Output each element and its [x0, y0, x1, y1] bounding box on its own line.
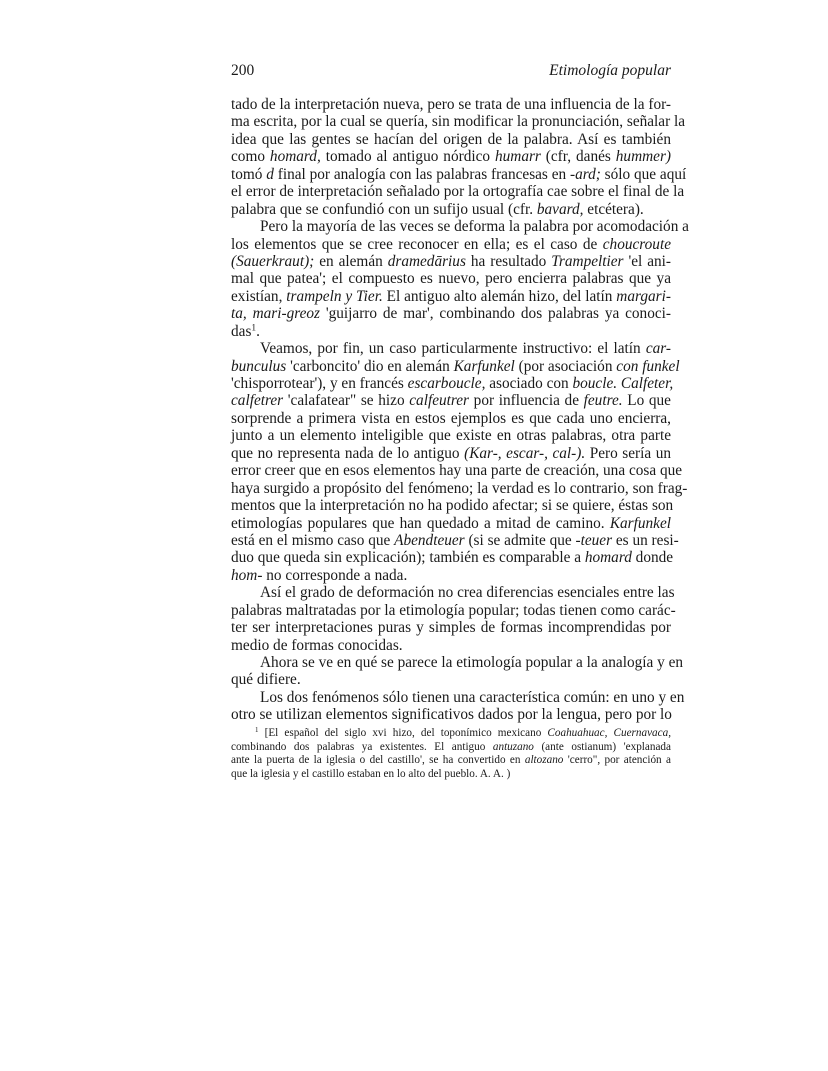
text-run: Lo que — [622, 392, 671, 410]
italic-text: escarboucle, — [407, 375, 486, 392]
text-line — [231, 637, 671, 654]
italic-text: calfetrer — [231, 392, 284, 410]
italic-text: altozano — [524, 754, 564, 767]
text-run: (cfr, danés — [540, 148, 616, 166]
text-run: etimologías populares que han quedado a mitad de camino. — [231, 514, 610, 532]
text-run: tado de la interpretación nueva, pero se trata de una influencia de la for- — [231, 96, 671, 113]
text-line — [231, 183, 685, 201]
running-header — [231, 62, 671, 82]
text-run: (ante ostianum) 'explanada — [533, 740, 671, 753]
text-line — [231, 754, 671, 768]
text-line — [231, 113, 686, 131]
text-run: ma escrita, por la cual se quería, sin modificar la pronunciación, señalar la — [231, 113, 686, 131]
text-run: está en el mismo caso que — [231, 531, 395, 549]
text-line — [231, 531, 679, 549]
text-run: mal que patea'; el compuesto es nuevo, pero encierra palabras que ya — [231, 270, 671, 288]
text-run: tomado al antiguo nórdico — [320, 148, 495, 166]
text-line — [231, 462, 683, 480]
italic-text: trampeln y Tier. — [286, 287, 383, 305]
text-line — [231, 131, 671, 148]
text-line — [231, 706, 671, 723]
text-run: idea que las gentes se hacían del origen de la palabra. Así es también — [231, 130, 671, 148]
italic-text: ta, mari-greoz — [231, 305, 320, 323]
text-line — [231, 392, 671, 409]
text-run: 'guijarro de mar', combinando dos palabras ya conoci- — [320, 305, 671, 323]
text-run: Ahora se ve en qué se parece la etimología popular a la analogía y en — [260, 654, 684, 671]
text-line — [231, 165, 687, 183]
text-line — [231, 688, 685, 706]
text-line — [231, 567, 671, 584]
text-run: que la iglesia y el castillo estaban en lo alto del pueblo. A. A. ) — [231, 767, 511, 780]
text-run: palabra que se confundió con un sufijo usual (cfr. — [231, 200, 537, 218]
text-run: etcétera). — [583, 200, 644, 218]
text-line — [231, 427, 671, 444]
text-run: el error de interpretación señalado por la ortografía cae sobre el final de la — [231, 183, 685, 201]
text-run: en alemán — [314, 252, 388, 270]
text-run: otro se utilizan elementos significativos dados por la lengua, pero por lo — [231, 706, 672, 724]
italic-text: car- — [645, 340, 671, 358]
text-run: 'el ani- — [623, 252, 671, 270]
footnote-marker: 1 — [251, 323, 257, 333]
italic-text: Karfunkel — [609, 514, 671, 532]
text-run: 'calafatear" se hizo — [283, 392, 410, 410]
text-line — [231, 515, 671, 532]
italic-text: con funkel — [616, 357, 680, 375]
italic-text: Coahuahuac, Cuernavaca, — [547, 727, 671, 739]
text-line — [231, 741, 671, 755]
text-run: Veamos, por fin, un caso particularmente instructivo: el latín — [260, 340, 646, 358]
italic-text: hummer) — [615, 148, 672, 166]
italic-text: feutre. — [583, 392, 623, 410]
text-run: final por analogía con las palabras francesas en — [273, 165, 570, 183]
footnote-marker: 1 — [255, 725, 259, 734]
text-run: duo que queda sin explicación); también es comparable a — [231, 549, 585, 567]
text-run: donde — [631, 549, 674, 567]
text-line — [231, 671, 671, 688]
italic-text: -teuer — [575, 531, 613, 549]
text-line — [231, 497, 674, 515]
text-run: . — [256, 322, 260, 340]
text-line — [231, 357, 680, 375]
text-line — [231, 375, 674, 392]
text-line — [231, 148, 671, 165]
text-run: asociado con — [485, 375, 573, 392]
text-run: Pero la mayoría de las veces se deforma la palabra por acomodación a — [260, 218, 689, 236]
text-line — [231, 253, 671, 270]
text-run: error creer que en esos elementos hay una parte de creación, una cosa que — [231, 462, 683, 480]
body-text — [231, 96, 689, 724]
text-line — [231, 410, 671, 427]
text-line — [231, 479, 688, 497]
text-run: 'chisporrotear'), y en francés — [231, 375, 408, 392]
italic-text: Trampeltier — [551, 252, 624, 270]
italic-text: calfeutrer — [409, 392, 470, 410]
text-run: (si se admite que — [464, 531, 576, 549]
text-line — [231, 619, 671, 636]
page-number: 200 — [231, 62, 255, 79]
text-run: por influencia de — [469, 392, 584, 410]
text-run: sólo que aquí — [600, 165, 687, 183]
text-line — [231, 654, 684, 671]
italic-text: Abendteuer — [394, 531, 465, 549]
text-line — [231, 727, 671, 741]
text-run: ha resultado — [465, 252, 552, 270]
italic-text: Karfunkel — [453, 357, 515, 375]
text-run: sorprende a primera vista en estos ejemplos es que cada uno encierra, — [231, 409, 671, 427]
text-run: mentos que la interpretación no ha podido afectar; si se quiere, éstas son — [231, 497, 674, 515]
text-run: junto a un elemento inteligible que existe en otras palabras, otra parte — [231, 427, 671, 445]
text-run: los elementos que se cree reconocer en ella; es el caso de — [231, 235, 603, 253]
text-line — [231, 584, 675, 602]
text-run: qué difiere. — [231, 671, 301, 689]
italic-text: d — [266, 165, 274, 183]
text-run: 'cerro", por atención a — [563, 754, 671, 767]
text-run: [El español del siglo xvi hizo, del toponímico mexicano — [258, 727, 548, 739]
text-run: que no representa nada de lo antiguo — [231, 444, 465, 462]
footnote — [231, 727, 671, 781]
italic-text: homard, — [269, 148, 321, 166]
text-run: palabras maltratadas por la etimología popular; todas tienen como carác- — [231, 601, 676, 619]
text-line — [231, 201, 671, 218]
text-run: no corresponde a nada. — [262, 566, 408, 584]
italic-text: -ard; — [569, 165, 601, 183]
text-run: como — [231, 148, 270, 166]
text-run: Los dos fenómenos sólo tienen una característica común: en uno y en — [260, 688, 685, 706]
text-run: es un resi- — [612, 531, 679, 549]
text-line — [231, 305, 671, 322]
italic-text: hom- — [231, 566, 263, 584]
italic-text: humarr — [494, 148, 541, 166]
italic-text: antuzano — [492, 740, 534, 753]
text-line — [231, 218, 689, 236]
italic-text: margari- — [616, 287, 671, 305]
text-run: medio de formas conocidas. — [231, 636, 403, 654]
text-run: ante la puerta de la iglesia o del castillo', se ha convertido en — [231, 754, 525, 767]
italic-text: dramedārius — [387, 252, 466, 270]
text-line — [231, 549, 674, 567]
italic-text: homard — [584, 549, 632, 567]
text-run: (por asociación — [514, 357, 617, 375]
italic-text: boucle. Calfeter, — [572, 375, 674, 392]
text-run: combinando dos palabras ya existentes. El antiguo — [231, 740, 493, 753]
text-run: El antiguo alto alemán hizo, del latín — [382, 287, 617, 305]
text-run: Así el grado de deformación no crea diferencias esenciales entre las — [260, 584, 675, 602]
italic-text: choucroute — [602, 235, 671, 253]
text-run: existían, — [231, 287, 287, 305]
text-line — [231, 323, 671, 340]
text-run: ter ser interpretaciones puras y simples de formas incomprendidas por — [231, 619, 671, 637]
italic-text: (Sauerkraut); — [231, 252, 315, 270]
text-line — [231, 340, 671, 357]
text-line — [231, 768, 671, 782]
text-line — [231, 236, 671, 253]
text-line — [231, 288, 671, 305]
text-run: das — [231, 322, 252, 340]
running-title: Etimología popular — [549, 62, 671, 79]
text-line — [231, 96, 671, 113]
text-line — [231, 445, 671, 462]
text-run: Pero sería un — [585, 444, 671, 462]
text-run: tomó — [231, 165, 267, 183]
italic-text: (Kar-, escar-, cal-). — [464, 444, 586, 462]
text-line — [231, 270, 671, 287]
text-run: 'carboncito' dio en alemán — [286, 357, 454, 375]
text-run: haya surgido a propósito del fenómeno; la verdad es lo contrario, son frag- — [231, 479, 688, 497]
italic-text: bunculus — [231, 357, 287, 375]
text-line — [231, 601, 676, 619]
italic-text: bavard, — [536, 200, 584, 218]
